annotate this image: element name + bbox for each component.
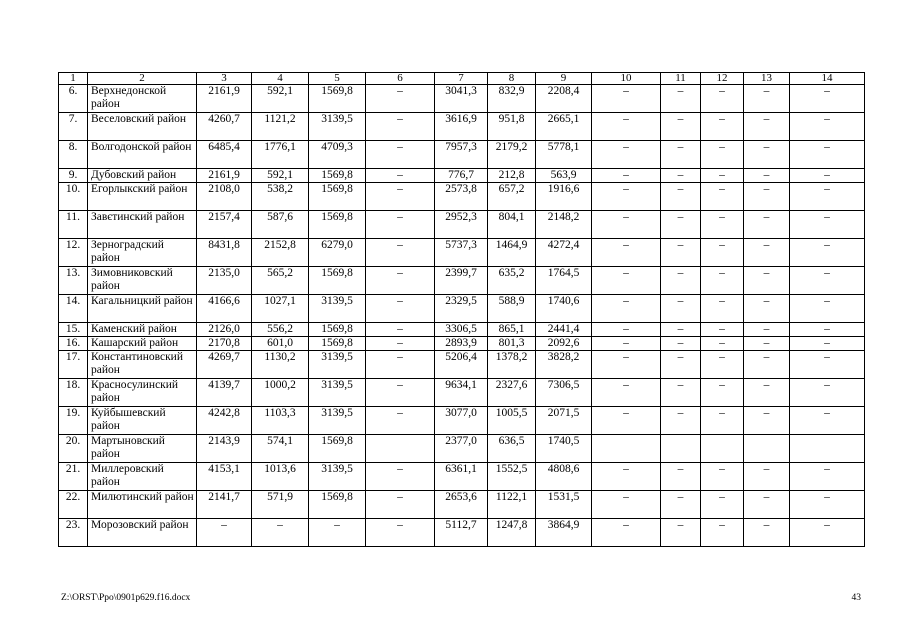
value-cell: –: [366, 113, 435, 141]
value-cell: –: [366, 211, 435, 239]
district-name: Морозовский район: [88, 519, 197, 547]
value-cell: 1130,2: [252, 351, 309, 379]
value-cell: 832,9: [488, 85, 536, 113]
value-cell: 2126,0: [197, 323, 252, 337]
value-cell: 1247,8: [488, 519, 536, 547]
table-row: [59, 211, 865, 239]
value-cell: –: [592, 463, 661, 491]
value-cell: –: [592, 211, 661, 239]
value-cell: 3616,9: [435, 113, 488, 141]
value-cell: 3139,5: [309, 295, 366, 323]
value-cell: –: [744, 267, 790, 295]
value-cell: 1569,8: [309, 491, 366, 519]
value-cell: –: [790, 463, 865, 491]
value-cell: –: [366, 463, 435, 491]
value-cell: –: [366, 183, 435, 211]
value-cell: 2141,7: [197, 491, 252, 519]
value-cell: –: [592, 295, 661, 323]
value-cell: –: [661, 141, 701, 169]
value-cell: 556,2: [252, 323, 309, 337]
value-cell: –: [366, 519, 435, 547]
table-row: [59, 267, 865, 295]
row-number: 12.: [59, 239, 88, 267]
value-cell: 2108,0: [197, 183, 252, 211]
table-row: [59, 239, 865, 267]
table-row: [59, 169, 865, 183]
value-cell: 1013,6: [252, 463, 309, 491]
district-name: Дубовский район: [88, 169, 197, 183]
value-cell: 1121,2: [252, 113, 309, 141]
value-cell: 1916,6: [536, 183, 592, 211]
value-cell: 3306,5: [435, 323, 488, 337]
value-cell: 6485,4: [197, 141, 252, 169]
value-cell: –: [701, 379, 744, 407]
value-cell: 4260,7: [197, 113, 252, 141]
value-cell: 563,9: [536, 169, 592, 183]
district-name: Каменский район: [88, 323, 197, 337]
value-cell: –: [790, 267, 865, 295]
row-number: 9.: [59, 169, 88, 183]
value-cell: –: [701, 169, 744, 183]
value-cell: 2952,3: [435, 211, 488, 239]
value-cell: 2208,4: [536, 85, 592, 113]
value-cell: 212,8: [488, 169, 536, 183]
value-cell: –: [661, 239, 701, 267]
district-name: Веселовский район: [88, 113, 197, 141]
value-cell: 801,3: [488, 337, 536, 351]
row-number: 22.: [59, 491, 88, 519]
value-cell: –: [366, 491, 435, 519]
value-cell: –: [701, 351, 744, 379]
table-row: [59, 463, 865, 491]
value-cell: –: [744, 379, 790, 407]
value-cell: –: [661, 211, 701, 239]
value-cell: –: [701, 239, 744, 267]
value-cell: –: [701, 519, 744, 547]
value-cell: 1569,8: [309, 337, 366, 351]
value-cell: 1378,2: [488, 351, 536, 379]
value-cell: 3139,5: [309, 407, 366, 435]
value-cell: –: [790, 239, 865, 267]
row-number: 16.: [59, 337, 88, 351]
district-name: Зерноградский район: [88, 239, 197, 267]
value-cell: 1569,8: [309, 323, 366, 337]
value-cell: –: [661, 407, 701, 435]
value-cell: 5778,1: [536, 141, 592, 169]
value-cell: –: [701, 211, 744, 239]
column-header: 5: [309, 73, 366, 85]
row-number: 15.: [59, 323, 88, 337]
value-cell: 571,9: [252, 491, 309, 519]
row-number: 6.: [59, 85, 88, 113]
row-number: 8.: [59, 141, 88, 169]
value-cell: 2441,4: [536, 323, 592, 337]
value-cell: –: [366, 323, 435, 337]
column-header: 9: [536, 73, 592, 85]
value-cell: –: [252, 519, 309, 547]
value-cell: –: [701, 407, 744, 435]
value-cell: 4166,6: [197, 295, 252, 323]
table-row: [59, 295, 865, 323]
value-cell: 3139,5: [309, 113, 366, 141]
value-cell: –: [661, 267, 701, 295]
value-cell: –: [661, 491, 701, 519]
value-cell: –: [366, 169, 435, 183]
value-cell: –: [790, 169, 865, 183]
value-cell: 1005,5: [488, 407, 536, 435]
value-cell: 2143,9: [197, 435, 252, 463]
column-header: 14: [790, 73, 865, 85]
row-number: 13.: [59, 267, 88, 295]
value-cell: 1464,9: [488, 239, 536, 267]
table-body: [59, 73, 865, 547]
value-cell: 3077,0: [435, 407, 488, 435]
data-table: [58, 72, 865, 547]
value-cell: 5112,7: [435, 519, 488, 547]
value-cell: 865,1: [488, 323, 536, 337]
table-row: [59, 491, 865, 519]
value-cell: 2092,6: [536, 337, 592, 351]
value-cell: –: [790, 295, 865, 323]
value-cell: –: [592, 267, 661, 295]
value-cell: –: [701, 113, 744, 141]
value-cell: –: [592, 407, 661, 435]
column-header: 10: [592, 73, 661, 85]
value-cell: 657,2: [488, 183, 536, 211]
value-cell: 1000,2: [252, 379, 309, 407]
row-number: 17.: [59, 351, 88, 379]
value-cell: –: [744, 239, 790, 267]
value-cell: –: [790, 85, 865, 113]
value-cell: 4709,3: [309, 141, 366, 169]
value-cell: –: [592, 323, 661, 337]
value-cell: 776,7: [435, 169, 488, 183]
value-cell: 2179,2: [488, 141, 536, 169]
value-cell: 7306,5: [536, 379, 592, 407]
value-cell: –: [744, 337, 790, 351]
value-cell: –: [366, 85, 435, 113]
table-row: [59, 407, 865, 435]
value-cell: 951,8: [488, 113, 536, 141]
value-cell: –: [744, 169, 790, 183]
value-cell: 592,1: [252, 85, 309, 113]
value-cell: –: [790, 211, 865, 239]
value-cell: –: [661, 337, 701, 351]
value-cell: –: [701, 183, 744, 211]
district-name: Зимовниковский район: [88, 267, 197, 295]
value-cell: 3041,3: [435, 85, 488, 113]
value-cell: 1569,8: [309, 85, 366, 113]
row-number: 11.: [59, 211, 88, 239]
row-number: 7.: [59, 113, 88, 141]
value-cell: 2893,9: [435, 337, 488, 351]
value-cell: –: [701, 141, 744, 169]
value-cell: 4808,6: [536, 463, 592, 491]
value-cell: 2161,9: [197, 169, 252, 183]
value-cell: 2573,8: [435, 183, 488, 211]
value-cell: 1569,8: [309, 169, 366, 183]
district-name: Верхнедонской район: [88, 85, 197, 113]
value-cell: –: [744, 113, 790, 141]
value-cell: –: [309, 519, 366, 547]
value-cell: –: [701, 337, 744, 351]
value-cell: –: [701, 295, 744, 323]
table-row: [59, 113, 865, 141]
value-cell: 2327,6: [488, 379, 536, 407]
value-cell: 1027,1: [252, 295, 309, 323]
column-header: 1: [59, 73, 88, 85]
value-cell: –: [661, 519, 701, 547]
value-cell: 2157,4: [197, 211, 252, 239]
value-cell: –: [661, 351, 701, 379]
value-cell: [661, 435, 701, 463]
value-cell: 4153,1: [197, 463, 252, 491]
value-cell: –: [366, 407, 435, 435]
value-cell: –: [366, 239, 435, 267]
value-cell: –: [744, 407, 790, 435]
value-cell: 2377,0: [435, 435, 488, 463]
value-cell: 1569,8: [309, 211, 366, 239]
value-cell: –: [592, 141, 661, 169]
value-cell: 5737,3: [435, 239, 488, 267]
value-cell: 6279,0: [309, 239, 366, 267]
value-cell: 8431,8: [197, 239, 252, 267]
value-cell: 1740,6: [536, 295, 592, 323]
table-row: [59, 183, 865, 211]
district-name: Завєтинский район: [88, 211, 197, 239]
value-cell: –: [701, 323, 744, 337]
district-name: Егорлыкский район: [88, 183, 197, 211]
value-cell: [592, 435, 661, 463]
value-cell: 2665,1: [536, 113, 592, 141]
value-cell: –: [661, 379, 701, 407]
column-header: 2: [88, 73, 197, 85]
value-cell: –: [790, 491, 865, 519]
value-cell: –: [366, 267, 435, 295]
district-name: Куйбышевский район: [88, 407, 197, 435]
value-cell: –: [661, 85, 701, 113]
value-cell: –: [701, 267, 744, 295]
value-cell: –: [790, 183, 865, 211]
value-cell: –: [744, 85, 790, 113]
value-cell: –: [592, 113, 661, 141]
value-cell: 4139,7: [197, 379, 252, 407]
value-cell: 4272,4: [536, 239, 592, 267]
district-name: Милютинский район: [88, 491, 197, 519]
value-cell: 7957,3: [435, 141, 488, 169]
value-cell: –: [592, 183, 661, 211]
district-name: Кашарский район: [88, 337, 197, 351]
value-cell: –: [701, 491, 744, 519]
header-row: [59, 73, 865, 85]
value-cell: [744, 435, 790, 463]
value-cell: –: [592, 85, 661, 113]
column-header: 12: [701, 73, 744, 85]
value-cell: 2653,6: [435, 491, 488, 519]
value-cell: 1569,8: [309, 267, 366, 295]
value-cell: 592,1: [252, 169, 309, 183]
row-number: 14.: [59, 295, 88, 323]
row-number: 20.: [59, 435, 88, 463]
value-cell: –: [744, 491, 790, 519]
value-cell: –: [661, 113, 701, 141]
value-cell: [790, 435, 865, 463]
value-cell: –: [744, 323, 790, 337]
value-cell: –: [790, 351, 865, 379]
value-cell: [701, 435, 744, 463]
value-cell: 587,6: [252, 211, 309, 239]
value-cell: –: [744, 295, 790, 323]
value-cell: 601,0: [252, 337, 309, 351]
value-cell: 1122,1: [488, 491, 536, 519]
value-cell: 804,1: [488, 211, 536, 239]
value-cell: 3139,5: [309, 463, 366, 491]
value-cell: 6361,1: [435, 463, 488, 491]
value-cell: 2161,9: [197, 85, 252, 113]
column-header: 3: [197, 73, 252, 85]
table-row: [59, 351, 865, 379]
value-cell: –: [592, 337, 661, 351]
value-cell: 9634,1: [435, 379, 488, 407]
value-cell: 1776,1: [252, 141, 309, 169]
table-row: [59, 141, 865, 169]
value-cell: 1569,8: [309, 435, 366, 463]
district-name: Красносулинский район: [88, 379, 197, 407]
value-cell: –: [197, 519, 252, 547]
value-cell: –: [790, 141, 865, 169]
value-cell: –: [592, 169, 661, 183]
value-cell: –: [366, 295, 435, 323]
table-row: [59, 379, 865, 407]
value-cell: –: [366, 379, 435, 407]
value-cell: 2071,5: [536, 407, 592, 435]
value-cell: –: [661, 183, 701, 211]
value-cell: –: [744, 183, 790, 211]
table-row: [59, 519, 865, 547]
value-cell: 2148,2: [536, 211, 592, 239]
value-cell: –: [744, 351, 790, 379]
value-cell: 1103,3: [252, 407, 309, 435]
table-row: [59, 323, 865, 337]
value-cell: 1740,5: [536, 435, 592, 463]
value-cell: 636,5: [488, 435, 536, 463]
value-cell: –: [744, 463, 790, 491]
value-cell: –: [661, 169, 701, 183]
value-cell: –: [701, 463, 744, 491]
value-cell: –: [366, 351, 435, 379]
value-cell: –: [592, 519, 661, 547]
column-header: 4: [252, 73, 309, 85]
value-cell: 3828,2: [536, 351, 592, 379]
column-header: 7: [435, 73, 488, 85]
value-cell: –: [661, 295, 701, 323]
row-number: 10.: [59, 183, 88, 211]
value-cell: 3139,5: [309, 379, 366, 407]
column-header: 13: [744, 73, 790, 85]
value-cell: –: [744, 141, 790, 169]
table-row: [59, 435, 865, 463]
value-cell: –: [366, 141, 435, 169]
value-cell: 588,9: [488, 295, 536, 323]
value-cell: 635,2: [488, 267, 536, 295]
value-cell: 1531,5: [536, 491, 592, 519]
value-cell: 2329,5: [435, 295, 488, 323]
value-cell: 2135,0: [197, 267, 252, 295]
value-cell: –: [790, 323, 865, 337]
district-name: Кагальницкий район: [88, 295, 197, 323]
value-cell: 565,2: [252, 267, 309, 295]
value-cell: –: [661, 463, 701, 491]
value-cell: –: [790, 337, 865, 351]
column-header: 11: [661, 73, 701, 85]
table-row: [59, 337, 865, 351]
row-number: 23.: [59, 519, 88, 547]
value-cell: –: [366, 337, 435, 351]
value-cell: 538,2: [252, 183, 309, 211]
value-cell: –: [744, 211, 790, 239]
row-number: 21.: [59, 463, 88, 491]
row-number: 18.: [59, 379, 88, 407]
value-cell: –: [744, 519, 790, 547]
value-cell: [366, 435, 435, 463]
value-cell: –: [790, 379, 865, 407]
footer-file-path: Z:\ORST\Ppo\0901p629.f16.docx: [61, 593, 191, 603]
value-cell: 2152,8: [252, 239, 309, 267]
value-cell: 1569,8: [309, 183, 366, 211]
page-number: 43: [851, 593, 861, 603]
value-cell: 574,1: [252, 435, 309, 463]
value-cell: 1764,5: [536, 267, 592, 295]
value-cell: –: [592, 379, 661, 407]
value-cell: 3139,5: [309, 351, 366, 379]
row-number: 19.: [59, 407, 88, 435]
table-row: [59, 85, 865, 113]
value-cell: 1552,5: [488, 463, 536, 491]
value-cell: 5206,4: [435, 351, 488, 379]
district-name: Мартыновский район: [88, 435, 197, 463]
value-cell: –: [790, 113, 865, 141]
column-header: 6: [366, 73, 435, 85]
value-cell: 2170,8: [197, 337, 252, 351]
value-cell: –: [661, 323, 701, 337]
value-cell: –: [592, 351, 661, 379]
district-name: Константиновский район: [88, 351, 197, 379]
value-cell: –: [790, 519, 865, 547]
value-cell: 4269,7: [197, 351, 252, 379]
district-name: Миллеровский район: [88, 463, 197, 491]
value-cell: –: [592, 239, 661, 267]
value-cell: 3864,9: [536, 519, 592, 547]
value-cell: 2399,7: [435, 267, 488, 295]
value-cell: –: [592, 491, 661, 519]
column-header: 8: [488, 73, 536, 85]
value-cell: –: [701, 85, 744, 113]
district-name: Волгодонской район: [88, 141, 197, 169]
value-cell: 4242,8: [197, 407, 252, 435]
value-cell: –: [790, 407, 865, 435]
